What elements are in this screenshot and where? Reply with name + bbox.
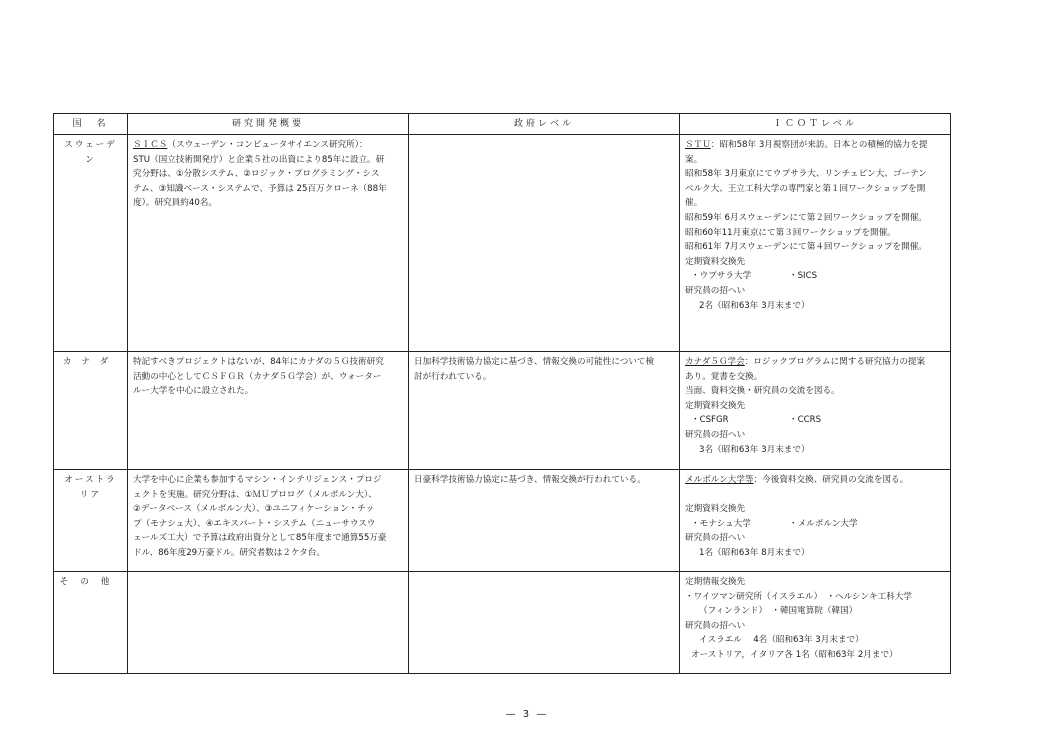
overview-sweden: ＳＩＣＳ（スウェーデン・コンピュータサイエンス研究所）： STU（国立技術開発庁）と企業５社の出資により85年に設立。研 究分野は、①分散システム、②ロジック・プログラミング・シス テム、③知識ベース・システムで、予算は 25百万クローネ（88年 度）。研究員約40名。: [128, 135, 409, 352]
icot-other: 定期情報交換先 ・ワイツマン研究所（イスラエル） ・ヘルシンキ工科大学 （フィンランド） ・韓国電算院（韓国） 研究員の招へい イスラエル 4名（昭和63年 3月末まで） オーストリア，イタリア各 1名（昭和63年 2月まで）: [680, 572, 951, 674]
country-other: その他: [54, 572, 128, 674]
header-row: [54, 114, 951, 135]
overview-australia: 大学を中心に企業も参加するマシン・インテリジェンス・プロジ ェクトを実施。研究分野は、①ＭＵプロログ（メルボルン大）、 ②データベース（メルボルン大）、③ユニフィケーション・チッ プ（モナシュ大）、④エキスパート・システム（ニューサウスウ ェールズ工大）で予算は政府出資分として85年度まで通算55万豪 ドル、86年度29万豪ドル。研究者数は２ケタ台。: [128, 470, 409, 572]
government-australia: 日豪科学技術協力協定に基づき、情報交換が行われている。: [409, 470, 680, 572]
overview-canada: 特記すべきプロジェクトはないが、84年にカナダの５Ｇ技術研究 活動の中心としてＣＳＦＧＲ（カナダ５Ｇ学会）が、ウォーター ルー大学を中心に設立された。: [128, 352, 409, 470]
header-country: 国 名: [54, 114, 128, 135]
header-government: 政府レベル: [409, 114, 680, 135]
overview-other: [128, 572, 409, 674]
org-name: メルボルン大学等: [685, 475, 754, 485]
icot-canada: カナダ５Ｇ学会：ロジックプログラムに関する研究協力の提案 あり。覚書を交換。 当面、資料交換・研究員の交流を図る。 定期資料交換先 ・CSFGR ・CCRS 研究員の招へい 3名（昭和63年 3月末まで）: [680, 352, 951, 470]
government-canada: 日加科学技術協力協定に基づき、情報交換の可能性について検 討が行われている。: [409, 352, 680, 470]
page-number: — 3 —: [505, 709, 549, 720]
header-overview: 研究開発概要: [128, 114, 409, 135]
icot-australia: メルボルン大学等：今後資料交換、研究員の交流を図る。 定期資料交換先 ・モナシュ大学 ・メルボルン大学 研究員の招へい 1名（昭和63年 8月末まで）: [680, 470, 951, 572]
table-row: [54, 572, 951, 674]
icot-sweden: ＳＴＵ：昭和58年 3月視察団が来訪。日本との積極的協力を提 案。 昭和58年 3月東京にてウプサラ大、リンチェピン大、ゴーテン ベルク大、王立工科大学の専門家と第１回ワークショップを開 催。 昭和59年 6月スウェーデンにて第２回ワークショップを開催。 昭和60年11月東京にて第３回ワークショップを開催。 昭和61年 7月スウェーデンにて第４回ワークショップを開催。 定期資料交換先 ・ウプサラ大学 ・SICS 研究員の招へい 2名（昭和63年 3月末まで）: [680, 135, 951, 352]
header-icot: ＩＣＯＴレベル: [680, 114, 951, 135]
exchange-list: ・CSFGR ・CCRS: [691, 415, 822, 426]
government-sweden: [409, 135, 680, 352]
country-australia: オーストラリア: [54, 470, 128, 572]
table-row: [54, 470, 951, 572]
comparison-table: [53, 113, 951, 674]
exchange-list: ・ウプサラ大学 ・SICS: [691, 271, 818, 282]
org-name: カナダ５Ｇ学会: [685, 357, 745, 367]
org-name: ＳＴＵ: [685, 140, 711, 150]
country-sweden: スウェーデン: [54, 135, 128, 352]
exchange-list: ・モナシュ大学 ・メルボルン大学: [691, 518, 858, 529]
table-row: [54, 135, 951, 352]
table-row: [54, 352, 951, 470]
country-canada: カナダ: [54, 352, 128, 470]
government-other: [409, 572, 680, 674]
org-name: ＳＩＣＳ: [133, 140, 168, 150]
